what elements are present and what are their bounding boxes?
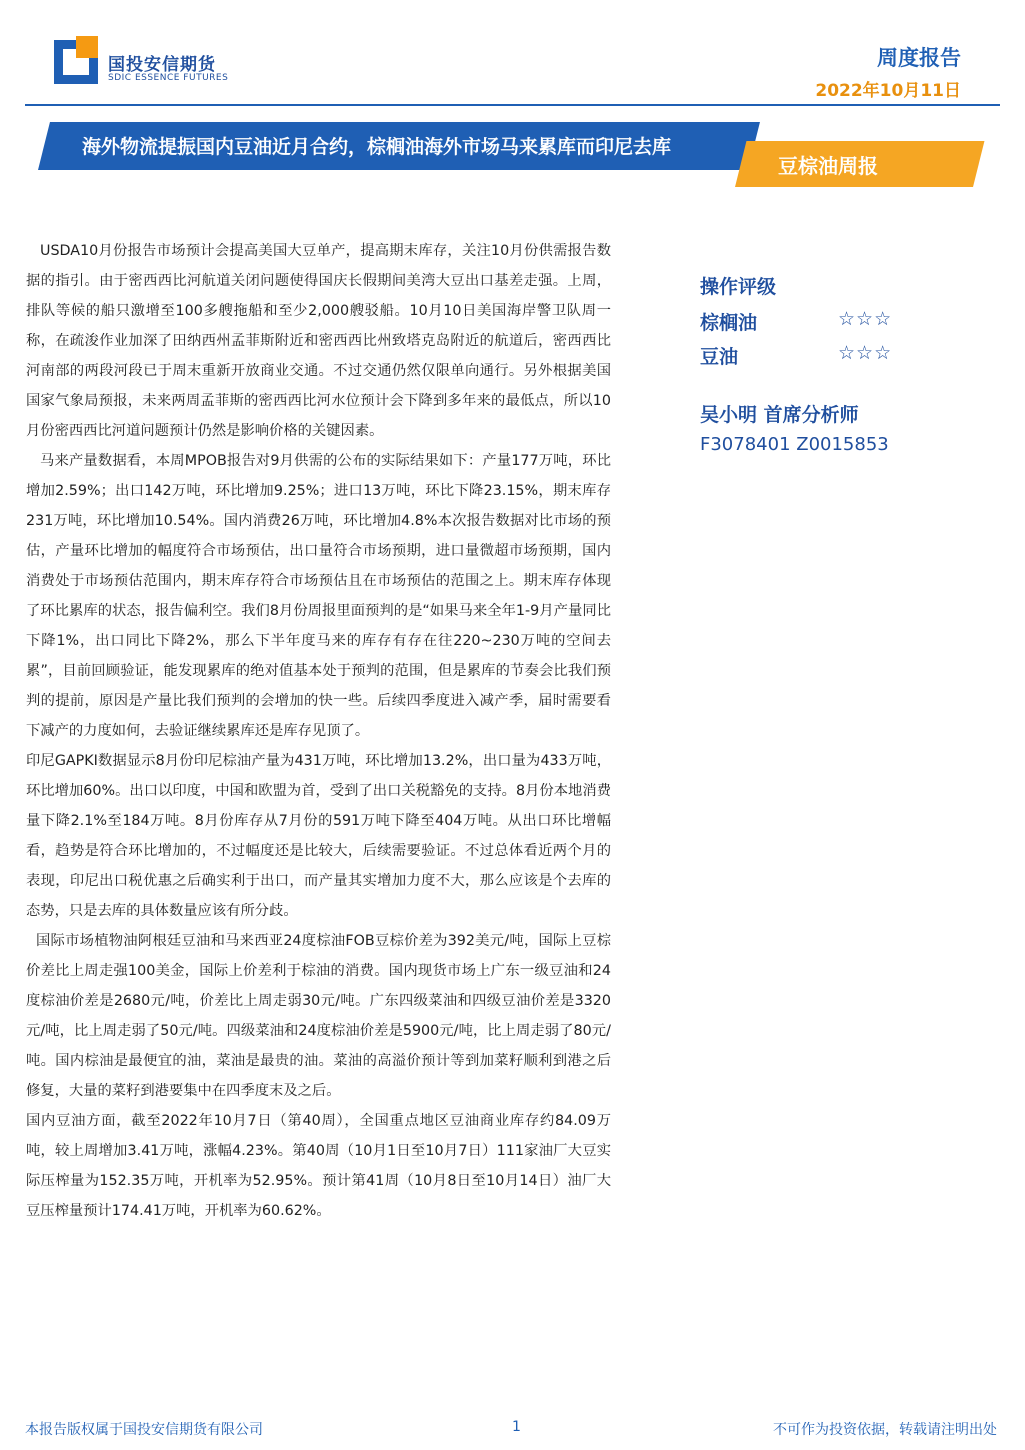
paragraph-spread: 国际市场植物油阿根廷豆油和马来西亚24度棕油FOB豆棕价差为392美元/吨，国际上豆棕价差比上周走强100美金，国际上价差利于棕油的消费。国内现货市场上广东一级豆油和24度棕油价差是2680元/吨，价差比上周走弱30元/吨。广东四级菜油和四级豆油价差是3320元/吨，比上周走弱了50元/吨。四级菜油和24度棕油价差是5900元/吨，比上周走弱了80元/吨。国内棕油是最便宜的油，菜油是最贵的油。菜油的高溢价预计等到加菜籽顺利到港之后修复，大量的菜籽到港要集中在四季度末及之后。 — [26, 933, 611, 1099]
analyst-name: 吴小明 首席分析师 — [700, 404, 859, 426]
paragraph-usda: USDA10月份报告市场预计会提高美国大豆单产，提高期末库存，关注10月份供需报告数据的指引。由于密西西比河航道关闭问题使得国庆长假期间美湾大豆出口基差走强。上周，排队等候的船只激增至100多艘拖船和至少2,000艘驳船。10月10日美国海岸警卫队周一称，在疏浚作业加深了田纳西州孟菲斯附近和密西西比州致塔克岛附近的航道后，密西西比河南部的两段河段已于周末重新开放商业交通。不过交通仍然仅限单向通行。另外根据美国国家气象局预报，未来两周孟菲斯的密西西比河水位预计会下降到多年来的最低点，所以10月份密西西比河道问题预计仍然是影响价格的关键因素。 — [26, 243, 611, 439]
brand-name-en: SDIC ESSENCE FUTURES — [108, 73, 229, 83]
report-body — [26, 236, 611, 1226]
rating-stars-palm-oil: ☆☆☆ — [838, 308, 893, 330]
rating-item-palm-oil: 棕榈油 — [700, 312, 758, 334]
report-title: 海外物流提振国内豆油近月合约，棕榈油海外市场马来累库而印尼去库 — [82, 136, 672, 158]
paragraph-indonesia: 印尼GAPKI数据显示8月份印尼棕油产量为431万吨，环比增加13.2%，出口量为433万吨，环比增加60%。出口以印度，中国和欧盟为首，受到了出口关税豁免的支持。8月份本地消费量下降2.1%至184万吨。8月份库存从7月份的591万吨下降至404万吨。从出口环比增幅看，趋势是符合环比增加的，不过幅度还是比较大，后续需要验证。不过总体看近两个月的表现，印尼出口税优惠之后确实利于出口，而产量其实增加力度不大，那么应该是个去库的态势，只是去库的具体数量应该有所分歧。 — [26, 753, 611, 919]
page-number: 1 — [512, 1419, 521, 1435]
analyst-license: F3078401 Z0015853 — [700, 434, 889, 455]
brand-name-cn: 国投安信期货 — [108, 55, 216, 75]
company-logo — [54, 40, 98, 84]
paragraph-malaysia: 马来产量数据看，本周MPOB报告对9月供需的公布的实际结果如下：产量177万吨，环比增加2.59%；出口142万吨，环比增加9.25%；进口13万吨，环比下降23.15%，期末库存231万吨，环比增加10.54%。国内消费26万吨，环比增加4.8%本次报告数据对比市场的预估，产量环比增加的幅度符合市场预估，出口量符合市场预期，进口量微超市场预期，国内消费处于市场预估范围内，期末库存符合市场预估且在市场预估的范围之上。期末库存体现了环比累库的状态，报告偏利空。我们8月份周报里面预判的是“如果马来全年1-9月产量同比下降1%，出口同比下降2%，那么下半年度马来的库存有存在往220~230万吨的空间去累”，目前回顾验证，能发现累库的绝对值基本处于预判的范围，但是累库的节奏会比我们预判的提前，原因是产量比我们预判的会增加的快一些。后续四季度进入减产季，届时需要看下减产的力度如何，去验证继续累库还是库存见顶了。 — [26, 453, 611, 739]
rating-title: 操作评级 — [700, 276, 777, 298]
report-category-tag: 豆棕油周报 — [778, 154, 878, 178]
footer-copyright: 本报告版权属于国投安信期货有限公司 — [25, 1422, 263, 1438]
footer-disclaimer: 不可作为投资依据，转载请注明出处 — [773, 1422, 997, 1438]
report-type: 周度报告 — [877, 46, 961, 70]
rating-item-soy-oil: 豆油 — [700, 346, 739, 368]
rating-stars-soy-oil: ☆☆☆ — [838, 342, 893, 364]
header-divider — [25, 104, 1000, 106]
report-date: 2022年10月11日 — [815, 81, 961, 101]
logo-orange-square — [76, 36, 98, 58]
paragraph-domestic-soyoil: 国内豆油方面，截至2022年10月7日（第40周），全国重点地区豆油商业库存约84.09万吨，较上周增加3.41万吨，涨幅4.23%。第40周（10月1日至10月7日）111家油厂大豆实际压榨量为152.35万吨，开机率为52.95%。预计第41周（10月8日至10月14日）油厂大豆压榨量预计174.41万吨，开机率为60.62%。 — [26, 1113, 611, 1219]
